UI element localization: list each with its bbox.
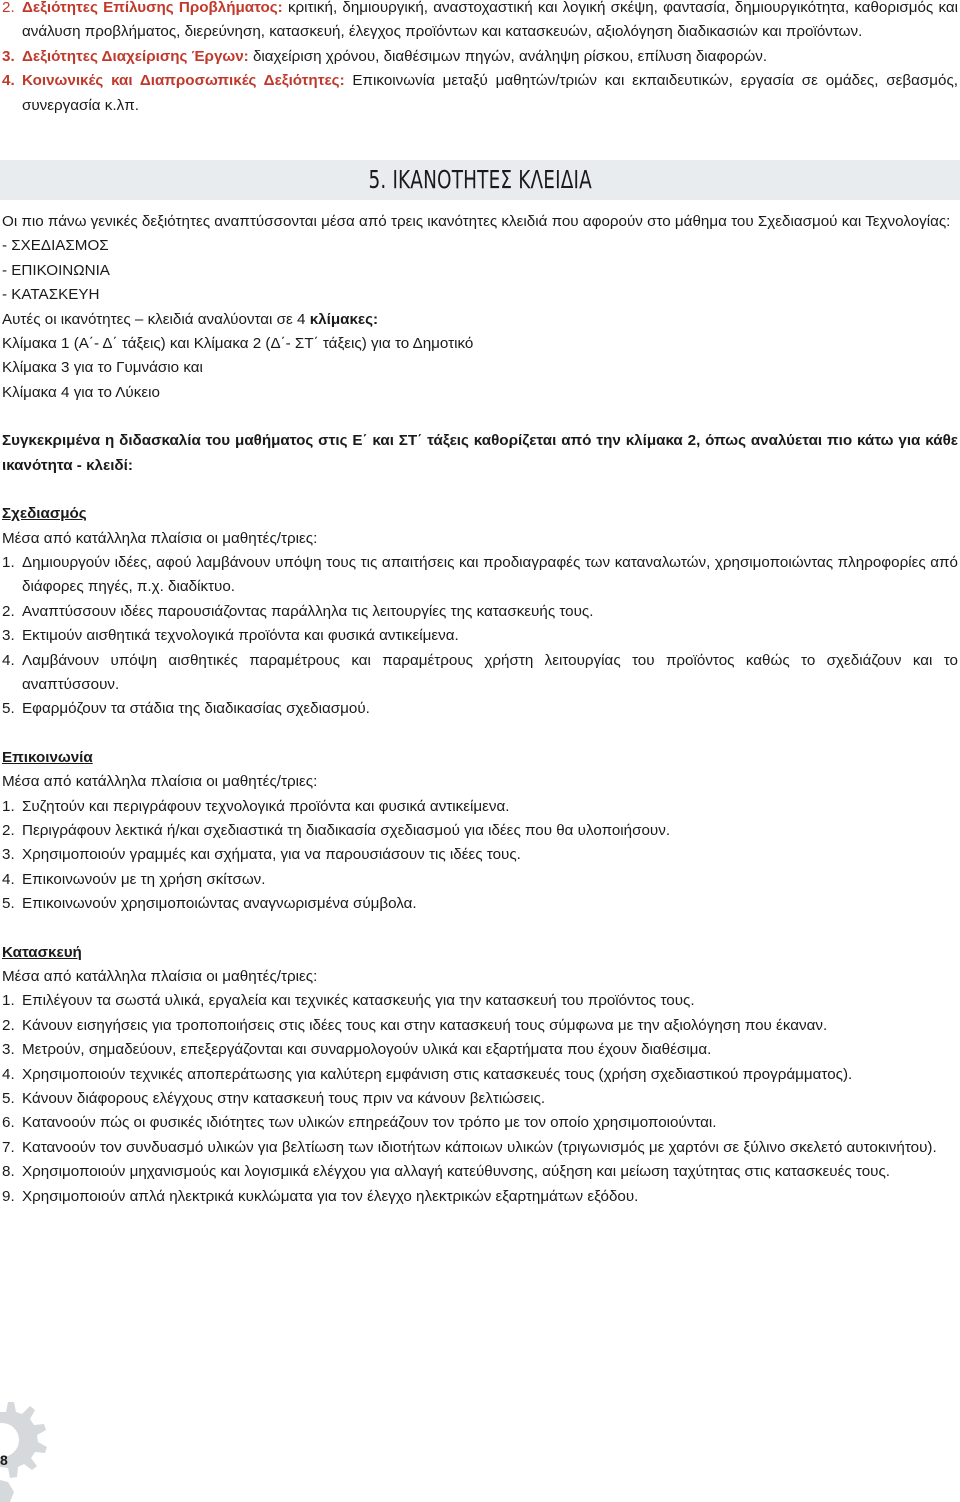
key-item-communication: - ΕΠΙΚΟΙΝΩΝΙΑ — [2, 261, 110, 279]
list-item — [2, 649, 958, 698]
item-number: 2. — [2, 1016, 15, 1034]
key-item-construction: - ΚΑΤΑΣΚΕΥΗ — [2, 286, 100, 304]
item-text: Κάνουν εισηγήσεις για τροποποιήσεις στις ιδέες τους και στην κατασκευή τους σύμφωνα με την αξιολόγηση που έκαναν. — [22, 1016, 828, 1034]
item-title: Δεξιότητες Διαχείρισης Έργων: — [22, 47, 249, 65]
list-item — [2, 1111, 958, 1135]
page-content — [2, 0, 958, 1209]
item-text: Επιλέγουν τα σωστά υλικά, εργαλεία και τεχνικές κατασκευής για την κατασκευή του προϊόντος τους. — [22, 992, 695, 1010]
item-text: διαχείριση χρόνου, διαθέσιμων πηγών, ανάληψη ρίσκου, επίλυση διαφορών. — [248, 47, 768, 65]
section-communication — [2, 746, 958, 917]
item-text: Κάνουν διάφορους ελέγχους στην κατασκευή τους πριν να κάνουν βελτιώσεις. — [22, 1090, 546, 1108]
section-construction — [2, 941, 958, 1209]
skills-item-3 — [2, 45, 958, 69]
skills-item-4 — [2, 69, 958, 118]
scales-intro-text: Αυτές οι ικανότητες – κλειδιά αναλύονται σε 4 — [2, 310, 310, 328]
list-item — [2, 1087, 958, 1111]
list-item — [2, 989, 958, 1013]
item-number: 2. — [2, 602, 15, 620]
spacer — [2, 200, 958, 210]
item-text: Λαμβάνουν υπόψη αισθητικές παραμέτρους και παραμέτρους χρήστη λειτουργίας του προϊόντος καθώς το σχεδιάζουν και το αναπτύσσουν. — [22, 651, 958, 693]
spacer — [2, 405, 958, 429]
item-text: Συζητούν και περιγράφουν τεχνολογικά προϊόντα και φυσικά αντικείμενα. — [22, 797, 510, 815]
item-title: Δεξιότητες Επίλυσης Προβλήματος: — [22, 0, 283, 16]
item-number: 8. — [2, 1163, 15, 1181]
section-design — [2, 502, 958, 722]
section-title: 5. ΙΚΑΝΟΤΗΤΕΣ ΚΛΕΙΔΙΑ — [368, 165, 592, 195]
section-heading: Κατασκευή — [2, 943, 82, 961]
scales-word: κλίμακες: — [309, 310, 379, 328]
item-number: 5. — [2, 1090, 15, 1108]
item-number: 1. — [2, 992, 15, 1010]
list-item — [2, 1160, 958, 1184]
item-number: 7. — [2, 1138, 15, 1156]
section-lead: Μέσα από κατάλληλα πλαίσια οι μαθητές/τριες: — [2, 773, 318, 791]
spacer — [2, 917, 958, 941]
spacer — [2, 722, 958, 746]
emphasis-paragraph: Συγκεκριμένα η διδασκαλία του μαθήματος στις Ε΄ και ΣΤ΄ τάξεις καθορίζεται από την κλίμακα 2, όπως αναλύεται πιο κάτω για κάθε ικανότητα - κλειδί: — [2, 432, 958, 474]
skills-item-2 — [2, 0, 958, 45]
item-text: Χρησιμοποιούν τεχνικές αποπεράτωσης για καλύτερη εμφάνιση στις κατασκευές τους (χρήση σχεδιαστικού προγράμματος). — [22, 1065, 853, 1083]
item-title: Κοινωνικές και Διαπροσωπικές Δεξιότητες: — [22, 72, 345, 90]
item-text: Χρησιμοποιούν γραμμές και σχήματα, για να παρουσιάσουν τις ιδέες τους. — [22, 846, 521, 864]
list-item — [2, 1136, 958, 1160]
item-number: 1. — [2, 553, 15, 571]
item-number: 2. — [2, 0, 15, 16]
item-number: 4. — [2, 1065, 15, 1083]
item-number: 3. — [2, 627, 15, 645]
scale-line-2: Κλίμακα 3 για το Γυμνάσιο και — [2, 359, 203, 377]
section-heading: Σχεδιασμός — [2, 505, 87, 523]
item-number: 4. — [2, 651, 15, 669]
gear-icon — [0, 1392, 62, 1502]
item-text: Επικοινωνία μεταξύ μαθητών/τριών και εκπαιδευτικών, εργασία σε ομάδες, σεβασμός, συνεργασία κ.λπ. — [22, 72, 959, 114]
item-number: 4. — [2, 870, 15, 888]
spacer — [2, 118, 958, 138]
item-text: Κατανοούν πώς οι φυσικές ιδιότητες των υλικών επηρεάζουν τον τρόπο με τον οποίο χρησιμοποιούνται. — [22, 1114, 717, 1132]
list-item — [2, 624, 958, 648]
section-lead: Μέσα από κατάλληλα πλαίσια οι μαθητές/τριες: — [2, 529, 318, 547]
item-text: Κατανοούν τον συνδυασμό υλικών για βελτίωση των ιδιοτήτων κάποιων υλικών (τριγωνισμός με χαρτόνι σε ξύλινο σκελετό αυτοκινήτου). — [22, 1138, 937, 1156]
list-item — [2, 1038, 958, 1062]
list-item — [2, 1014, 958, 1038]
list-item — [2, 1185, 958, 1209]
item-text: Επικοινωνούν με τη χρήση σκίτσων. — [22, 870, 266, 888]
item-text: Αναπτύσσουν ιδέες παρουσιάζοντας παράλληλα τις λειτουργίες της κατασκευής τους. — [22, 602, 594, 620]
list-item — [2, 892, 958, 916]
intro-paragraph: Οι πιο πάνω γενικές δεξιότητες αναπτύσσονται μέσα από τρεις ικανότητες κλειδιά που αφορούν στο μάθημα του Σχεδιασμού και Τεχνολογίας: — [2, 213, 951, 231]
item-text: κριτική, δημιουργική, αναστοχαστική και λογική σκέψη, φαντασία, δημιουργικότητα, καθορισμός και ανάλυση προβλήματος, διερεύνηση, κατασκευή, έλεγχος προϊόντων και κατασκευών, αξιολόγηση διαδικασιών και προϊόντων. — [22, 0, 959, 41]
scale-line-3: Κλίμακα 4 για το Λύκειο — [2, 383, 160, 401]
item-number: 6. — [2, 1114, 15, 1132]
section-heading: Επικοινωνία — [2, 748, 93, 766]
key-item-design: - ΣΧΕΔΙΑΣΜΟΣ — [2, 237, 109, 255]
item-text: Δημιουργούν ιδέες, αφού λαμβάνουν υπόψη τους τις απαιτήσεις και προδιαγραφές των καταναλωτών, χρησιμοποιώντας πληροφορίες από διάφορες πηγές, π.χ. διαδίκτυο. — [22, 553, 958, 596]
item-number: 1. — [2, 797, 15, 815]
item-text: Μετρούν, σημαδεύουν, επεξεργάζονται και συναρμολογούν υλικά και εξαρτήματα που έχουν διαθέσιμα. — [22, 1041, 712, 1059]
list-item — [2, 868, 958, 892]
item-number: 3. — [2, 47, 15, 65]
item-number: 3. — [2, 846, 15, 864]
list-item — [2, 819, 958, 843]
page-number: 8 — [0, 1452, 8, 1468]
list-item — [2, 795, 958, 819]
list-item — [2, 1063, 958, 1087]
list-item — [2, 551, 958, 600]
item-text: Χρησιμοποιούν απλά ηλεκτρικά κυκλώματα για τον έλεγχο ηλεκτρικών εξαρτημάτων εξόδου. — [22, 1187, 639, 1205]
list-item — [2, 843, 958, 867]
item-text: Περιγράφουν λεκτικά ή/και σχεδιαστικά τη διαδικασία σχεδιασμού για ιδέες που θα υλοποιήσουν. — [22, 821, 671, 839]
item-text: Εκτιμούν αισθητικά τεχνολογικά προϊόντα και φυσικά αντικείμενα. — [22, 627, 459, 645]
item-number: 4. — [2, 72, 15, 90]
item-number: 9. — [2, 1187, 15, 1205]
item-number: 5. — [2, 700, 15, 718]
item-number: 5. — [2, 895, 15, 913]
list-item — [2, 697, 958, 721]
item-text: Εφαρμόζουν τα στάδια της διαδικασίας σχεδιασμού. — [22, 700, 370, 718]
scale-line-1: Κλίμακα 1 (Α΄- Δ΄ τάξεις) και Κλίμακα 2 (Δ΄- ΣΤ΄ τάξεις) για το Δημοτικό — [2, 335, 474, 353]
item-number: 3. — [2, 1041, 15, 1059]
item-text: Επικοινωνούν χρησιμοποιώντας αναγνωρισμένα σύμβολα. — [22, 895, 417, 913]
section-banner — [0, 160, 960, 200]
section-lead: Μέσα από κατάλληλα πλαίσια οι μαθητές/τριες: — [2, 968, 318, 985]
item-number: 2. — [2, 821, 15, 839]
list-item — [2, 600, 958, 624]
item-text: Χρησιμοποιούν μηχανισμούς και λογισμικά ελέγχου για αλλαγή κατεύθυνσης, αύξηση και μείωση ταχύτητας στις κατασκευές τους. — [22, 1163, 890, 1181]
scales-intro — [2, 308, 958, 332]
spacer — [2, 478, 958, 502]
